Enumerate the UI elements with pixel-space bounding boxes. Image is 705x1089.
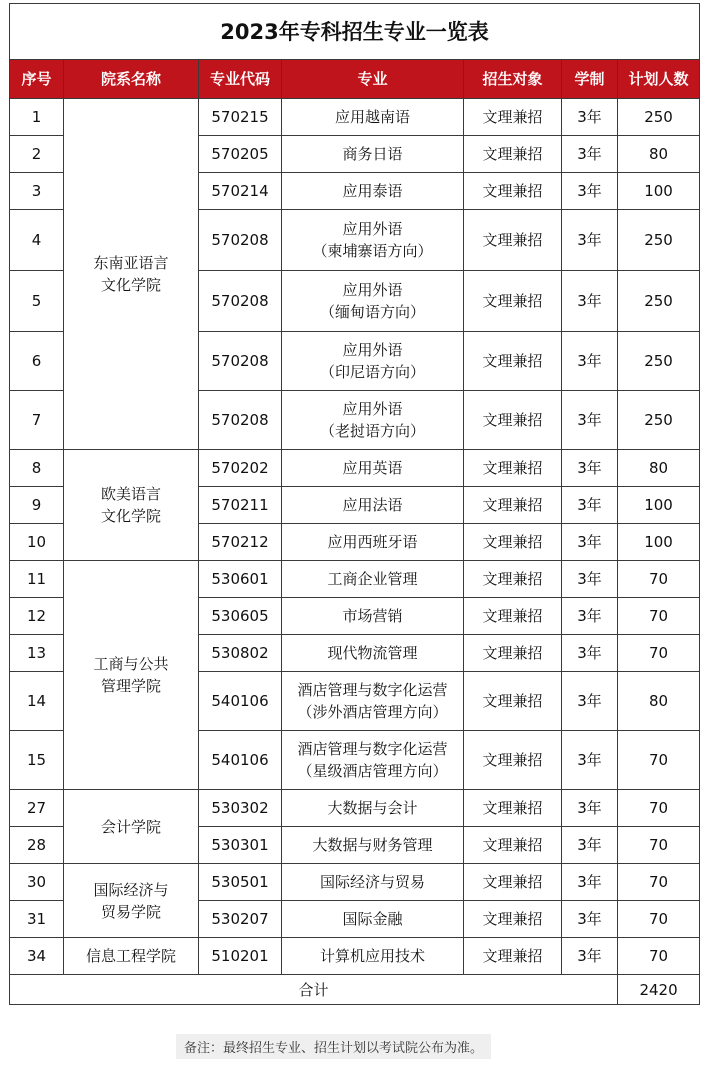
cell-major: 商务日语: [282, 136, 464, 173]
cell-major: 应用外语 （柬埔寨语方向）: [282, 210, 464, 271]
cell-code: 530207: [199, 901, 282, 938]
header-row: [10, 60, 700, 99]
cell-target: 文理兼招: [464, 827, 562, 864]
cell-dept: 东南亚语言 文化学院: [64, 99, 199, 450]
table-row: [10, 561, 700, 598]
cell-no: 9: [10, 487, 64, 524]
cell-no: 2: [10, 136, 64, 173]
cell-no: 8: [10, 450, 64, 487]
cell-no: 27: [10, 790, 64, 827]
cell-major: 现代物流管理: [282, 635, 464, 672]
footnote: 备注：最终招生专业、招生计划以考试院公布为准。: [176, 1034, 491, 1059]
cell-major: 国际金融: [282, 901, 464, 938]
total-value: 2420: [618, 975, 700, 1005]
cell-major: 应用越南语: [282, 99, 464, 136]
cell-code: 570208: [199, 210, 282, 271]
cell-code: 540106: [199, 672, 282, 731]
cell-plan: 70: [618, 938, 700, 975]
cell-major: 酒店管理与数字化运营 （星级酒店管理方向）: [282, 731, 464, 790]
cell-years: 3年: [562, 901, 618, 938]
cell-years: 3年: [562, 827, 618, 864]
cell-target: 文理兼招: [464, 731, 562, 790]
cell-years: 3年: [562, 635, 618, 672]
cell-major: 大数据与财务管理: [282, 827, 464, 864]
col-header-no: 序号: [10, 60, 64, 99]
cell-major: 大数据与会计: [282, 790, 464, 827]
cell-years: 3年: [562, 598, 618, 635]
cell-plan: 250: [618, 332, 700, 391]
table-row: [10, 864, 700, 901]
cell-plan: 70: [618, 790, 700, 827]
cell-target: 文理兼招: [464, 672, 562, 731]
cell-years: 3年: [562, 99, 618, 136]
cell-major: 酒店管理与数字化运营 （涉外酒店管理方向）: [282, 672, 464, 731]
cell-code: 570208: [199, 271, 282, 332]
cell-years: 3年: [562, 731, 618, 790]
cell-code: 530302: [199, 790, 282, 827]
cell-major: 应用西班牙语: [282, 524, 464, 561]
total-label: 合计: [10, 975, 618, 1005]
cell-target: 文理兼招: [464, 524, 562, 561]
cell-plan: 70: [618, 827, 700, 864]
cell-no: 7: [10, 391, 64, 450]
cell-code: 570211: [199, 487, 282, 524]
table-body: [10, 99, 700, 975]
cell-target: 文理兼招: [464, 790, 562, 827]
cell-target: 文理兼招: [464, 391, 562, 450]
cell-code: 540106: [199, 731, 282, 790]
cell-no: 3: [10, 173, 64, 210]
cell-major: 工商企业管理: [282, 561, 464, 598]
cell-plan: 250: [618, 271, 700, 332]
cell-dept: 欧美语言 文化学院: [64, 450, 199, 561]
cell-years: 3年: [562, 271, 618, 332]
cell-no: 5: [10, 271, 64, 332]
cell-no: 31: [10, 901, 64, 938]
cell-code: 530301: [199, 827, 282, 864]
col-header-plan: 计划人数: [618, 60, 700, 99]
table-row: [10, 938, 700, 975]
cell-code: 570208: [199, 391, 282, 450]
cell-years: 3年: [562, 864, 618, 901]
cell-code: 570214: [199, 173, 282, 210]
cell-plan: 250: [618, 210, 700, 271]
cell-years: 3年: [562, 332, 618, 391]
col-header-code: 专业代码: [199, 60, 282, 99]
cell-no: 28: [10, 827, 64, 864]
cell-dept: 会计学院: [64, 790, 199, 864]
cell-plan: 80: [618, 672, 700, 731]
cell-target: 文理兼招: [464, 901, 562, 938]
cell-dept: 工商与公共 管理学院: [64, 561, 199, 790]
cell-major: 应用英语: [282, 450, 464, 487]
cell-code: 530802: [199, 635, 282, 672]
cell-code: 570208: [199, 332, 282, 391]
cell-plan: 70: [618, 561, 700, 598]
cell-no: 1: [10, 99, 64, 136]
total-row: [10, 975, 700, 1005]
cell-no: 12: [10, 598, 64, 635]
cell-years: 3年: [562, 210, 618, 271]
cell-years: 3年: [562, 672, 618, 731]
cell-years: 3年: [562, 487, 618, 524]
col-header-years: 学制: [562, 60, 618, 99]
cell-code: 570215: [199, 99, 282, 136]
cell-major: 应用外语 （老挝语方向）: [282, 391, 464, 450]
cell-major: 市场营销: [282, 598, 464, 635]
table-row: [10, 450, 700, 487]
cell-target: 文理兼招: [464, 864, 562, 901]
cell-target: 文理兼招: [464, 635, 562, 672]
cell-major: 应用泰语: [282, 173, 464, 210]
cell-years: 3年: [562, 450, 618, 487]
cell-plan: 70: [618, 598, 700, 635]
cell-plan: 70: [618, 864, 700, 901]
cell-years: 3年: [562, 561, 618, 598]
col-header-target: 招生对象: [464, 60, 562, 99]
cell-no: 6: [10, 332, 64, 391]
cell-plan: 100: [618, 173, 700, 210]
enrollment-table: [9, 3, 700, 1005]
cell-major: 国际经济与贸易: [282, 864, 464, 901]
cell-no: 30: [10, 864, 64, 901]
cell-years: 3年: [562, 173, 618, 210]
cell-no: 11: [10, 561, 64, 598]
col-header-dept: 院系名称: [64, 60, 199, 99]
cell-plan: 250: [618, 391, 700, 450]
cell-code: 510201: [199, 938, 282, 975]
cell-target: 文理兼招: [464, 487, 562, 524]
cell-plan: 100: [618, 487, 700, 524]
cell-years: 3年: [562, 524, 618, 561]
cell-target: 文理兼招: [464, 173, 562, 210]
cell-years: 3年: [562, 136, 618, 173]
cell-target: 文理兼招: [464, 938, 562, 975]
cell-plan: 250: [618, 99, 700, 136]
cell-code: 530605: [199, 598, 282, 635]
cell-plan: 100: [618, 524, 700, 561]
cell-target: 文理兼招: [464, 210, 562, 271]
cell-dept: 国际经济与 贸易学院: [64, 864, 199, 938]
cell-years: 3年: [562, 391, 618, 450]
cell-no: 14: [10, 672, 64, 731]
cell-dept: 信息工程学院: [64, 938, 199, 975]
cell-code: 570205: [199, 136, 282, 173]
cell-major: 应用法语: [282, 487, 464, 524]
cell-major: 应用外语 （缅甸语方向）: [282, 271, 464, 332]
cell-code: 570202: [199, 450, 282, 487]
cell-years: 3年: [562, 790, 618, 827]
cell-no: 34: [10, 938, 64, 975]
cell-plan: 80: [618, 136, 700, 173]
cell-plan: 70: [618, 901, 700, 938]
cell-major: 应用外语 （印尼语方向）: [282, 332, 464, 391]
cell-no: 15: [10, 731, 64, 790]
cell-target: 文理兼招: [464, 136, 562, 173]
cell-target: 文理兼招: [464, 598, 562, 635]
table-row: [10, 790, 700, 827]
cell-years: 3年: [562, 938, 618, 975]
cell-target: 文理兼招: [464, 99, 562, 136]
cell-target: 文理兼招: [464, 271, 562, 332]
table-row: [10, 99, 700, 136]
col-header-major: 专业: [282, 60, 464, 99]
cell-no: 4: [10, 210, 64, 271]
cell-plan: 80: [618, 450, 700, 487]
cell-no: 13: [10, 635, 64, 672]
cell-target: 文理兼招: [464, 561, 562, 598]
cell-major: 计算机应用技术: [282, 938, 464, 975]
cell-target: 文理兼招: [464, 450, 562, 487]
cell-plan: 70: [618, 731, 700, 790]
cell-target: 文理兼招: [464, 332, 562, 391]
cell-plan: 70: [618, 635, 700, 672]
cell-code: 530501: [199, 864, 282, 901]
cell-code: 530601: [199, 561, 282, 598]
cell-no: 10: [10, 524, 64, 561]
table-title: 2023年专科招生专业一览表: [10, 4, 700, 60]
cell-code: 570212: [199, 524, 282, 561]
